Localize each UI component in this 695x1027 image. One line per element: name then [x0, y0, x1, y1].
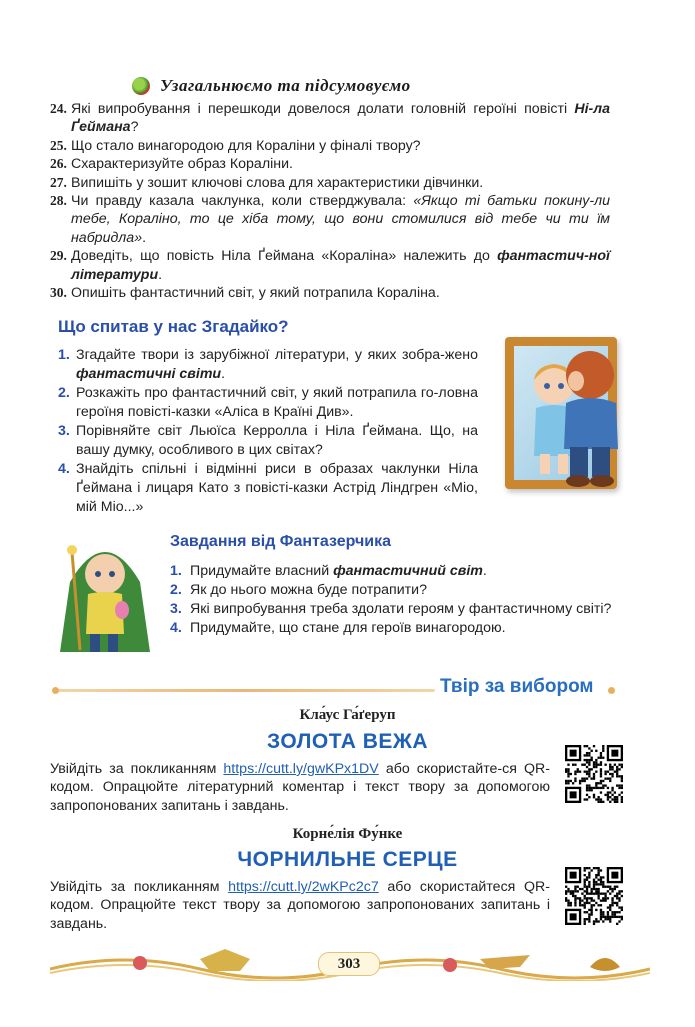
text-part: ?	[130, 119, 139, 136]
flower-bullet-icon	[132, 77, 150, 95]
text-part: .	[158, 266, 163, 283]
item-text	[71, 100, 610, 137]
item-number: 3.	[58, 423, 70, 439]
text-part: Доведіть, що повість Ніла Ґеймана «Кораліна» належить до	[71, 248, 498, 265]
text-part: Які випробування і перешкоди довелося долати головній героїні повісті	[71, 101, 575, 117]
text-part: Випишіть у зошит ключові слова для характеристики дівчинки.	[71, 174, 484, 191]
work1-paragraph	[50, 760, 550, 815]
item-number: 2.	[58, 385, 70, 401]
zgadaiko-item	[58, 422, 478, 460]
item-number: 2.	[170, 582, 182, 598]
fantazerchyk-list	[170, 562, 620, 638]
work1-author: Кла́ус Га́ґеруп	[299, 707, 396, 723]
work2-text-after: або скористайтеся QR-кодом. Опрацюйте текст твору за допомогою запропонованих запитань і завдань.	[50, 879, 550, 932]
question-item	[50, 137, 610, 155]
fantazerchyk-item	[170, 562, 620, 581]
item-number: 4.	[58, 461, 70, 477]
item-number: 1.	[58, 347, 70, 363]
section-title: Узагальнюємо та підсумовуємо	[160, 76, 411, 95]
question-item	[50, 192, 610, 247]
item-text	[76, 346, 478, 384]
fantazerchyk-item	[170, 619, 620, 638]
item-text	[190, 562, 620, 581]
item-number: 29.	[50, 248, 67, 264]
question-item	[50, 155, 610, 173]
work1-link[interactable]: https://cutt.ly/gwKPx1DV	[223, 761, 379, 777]
text-part: Порівняйте світ Льюїса Керролла і Ніла Ґеймана. Що, на вашу думку, особливого в цих світах?	[76, 423, 478, 458]
rose-icon	[443, 958, 457, 972]
text-part: Придумайте власний	[190, 563, 334, 579]
item-number: 27.	[50, 174, 67, 190]
item-number: 24.	[50, 101, 67, 116]
zgadaiko-item	[58, 384, 478, 422]
crown-icon	[200, 949, 250, 971]
text-part: Які випробування треба здолати героям у фантастичному світі?	[190, 601, 612, 617]
item-number: 28.	[50, 193, 67, 209]
text-part: .	[221, 366, 226, 382]
text-part: фантастич-ної літератури	[71, 248, 610, 283]
item-text	[71, 247, 610, 284]
item-text	[71, 192, 610, 247]
item-number: 26.	[50, 156, 67, 172]
item-text	[190, 581, 620, 600]
text-part: Опишіть фантастичний світ, у який потрапила Кораліна.	[71, 285, 440, 302]
work2-author: Корне́лія Фу́нке	[292, 826, 403, 842]
item-text	[71, 284, 610, 302]
fantazerchyk-character-icon	[50, 522, 160, 662]
page-number: 303	[318, 952, 380, 976]
fantazerchyk-heading: Завдання від Фантазерчика	[170, 533, 391, 550]
zgadaiko-heading: Що спитав у нас Згадайко?	[58, 317, 289, 336]
work1-text-before: Увійдіть за покликанням	[50, 761, 224, 777]
zgadaiko-item	[58, 460, 478, 517]
text-part: «Якщо ті батьки покину-ли тебе, Кораліно, то це хіба тому, що вони стомилися від тебе чи ти їм набридла»	[71, 193, 610, 246]
work1-qr-code-icon[interactable]	[565, 745, 623, 803]
work2-qr-code-icon[interactable]	[565, 867, 623, 925]
text-part: Що стало винагородою для Кораліни у фіналі твору?	[71, 137, 421, 154]
banner-dot-left	[52, 687, 59, 694]
item-text	[71, 155, 610, 173]
banner-dot-right	[608, 687, 615, 694]
text-part: Чи правду казала чаклунка, коли стверджувала:	[71, 193, 414, 210]
work2-paragraph	[50, 878, 550, 933]
zgadaiko-list	[58, 346, 478, 517]
helmet-icon	[590, 958, 620, 971]
text-part: .	[142, 229, 147, 246]
text-part: Придумайте, що стане для героїв винагородою.	[190, 620, 506, 636]
item-number: 25.	[50, 137, 67, 153]
work1-text-after: або скористайте-ся QR-кодом. Опрацюйте літературний коментар і текст твору за допомогою запропонованих запитань і завдань.	[50, 761, 550, 814]
work2-text-before: Увійдіть за покликанням	[50, 879, 229, 895]
item-text	[71, 174, 610, 192]
work2-title: ЧОРНИЛЬНЕ СЕРЦЕ	[237, 848, 458, 871]
text-part: Розкажіть про фантастичний світ, у який потрапила го-ловна героїня повісті-казки «Аліса в Країні Див».	[76, 385, 478, 420]
boy-figure-icon	[556, 345, 626, 495]
item-number: 4.	[170, 620, 182, 636]
rose-icon	[133, 956, 147, 970]
item-number: 3.	[170, 601, 182, 617]
item-text	[190, 600, 620, 619]
item-text	[76, 460, 478, 517]
work1-title: ЗОЛОТА ВЕЖА	[266, 730, 429, 753]
text-part: Згадайте твори із зарубіжної літератури, у яких зобра-жено	[76, 347, 478, 363]
text-part: Як до нього можна буде потрапити?	[190, 582, 427, 598]
text-part: Ні-ла Ґеймана	[71, 101, 610, 136]
fantazerchyk-item	[170, 600, 620, 619]
text-part: фантастичний світ	[333, 563, 483, 579]
banner-divider	[55, 689, 435, 692]
question-item	[50, 100, 610, 137]
text-part: Схарактеризуйте образ Кораліни.	[71, 156, 293, 173]
text-part: .	[482, 563, 487, 579]
item-text	[76, 384, 478, 422]
banner-label: Твір за вибором	[440, 676, 594, 697]
item-number: 1.	[170, 563, 182, 579]
section-header	[132, 76, 411, 96]
item-text	[76, 422, 478, 460]
questions-list	[50, 100, 610, 302]
item-text	[190, 619, 620, 638]
text-part: Знайдіть спільні і відмінні риси в образах чаклунки Ніла Ґеймана і лицаря Като з повісті-казки Астрід Ліндгрен «Міо, мій Міо...»	[76, 461, 478, 515]
fantazerchyk-item	[170, 581, 620, 600]
question-item	[50, 174, 610, 192]
zgadaiko-item	[58, 346, 478, 384]
question-item	[50, 247, 610, 284]
item-text	[71, 137, 610, 155]
item-number: 30.	[50, 285, 67, 301]
text-part: фантастичні світи	[76, 366, 222, 382]
question-item	[50, 284, 610, 302]
work2-link[interactable]: https://cutt.ly/2wKPc2c7	[228, 879, 379, 895]
